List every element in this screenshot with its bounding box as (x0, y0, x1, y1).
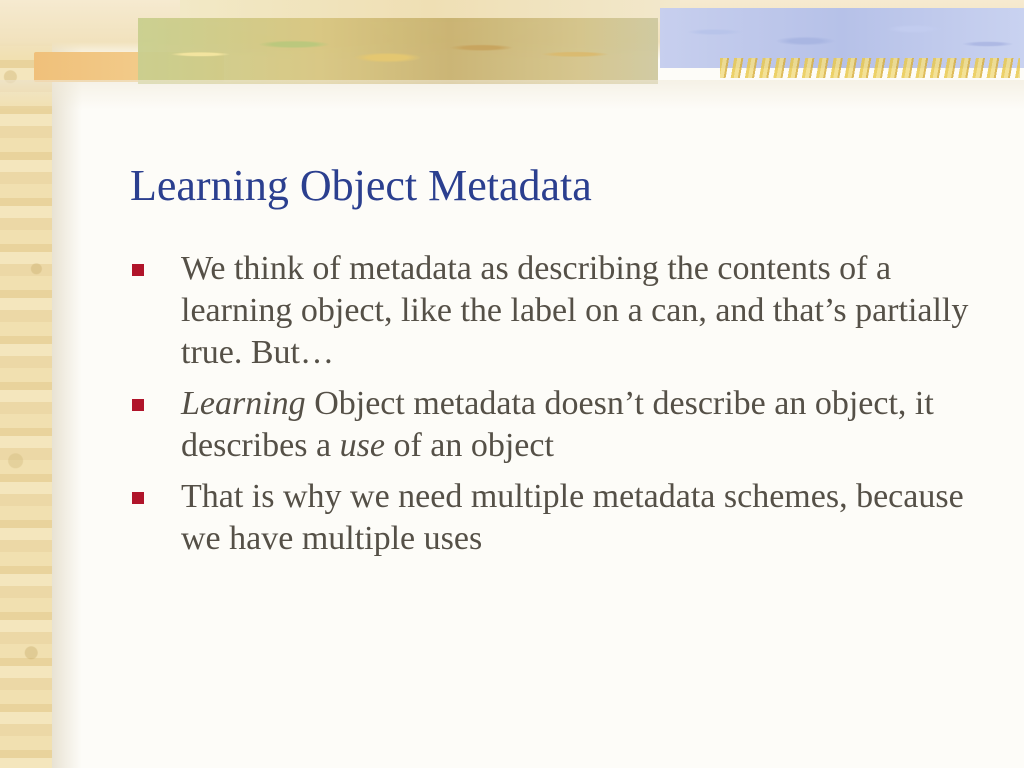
slide-title: Learning Object Metadata (130, 161, 592, 210)
bullet-item-1 (130, 248, 990, 374)
banner-straw-decoration (720, 58, 1020, 78)
bullet-text: of an object (384, 427, 554, 464)
banner-leaf-panel (138, 18, 658, 84)
bullet-item-2 (130, 383, 990, 467)
bullet-text: That is why we need multiple metadata schemes, because we have multiple uses (181, 478, 964, 557)
square-bullet-icon (132, 399, 144, 411)
bullet-item-3 (130, 476, 990, 560)
left-parchment-strip (0, 0, 52, 768)
bullet-emphasis-learning: Learning (181, 385, 306, 422)
bullet-emphasis-use: use (339, 427, 385, 464)
square-bullet-icon (132, 492, 144, 504)
bullet-text: We think of metadata as describing the contents of a learning object, like the label on a can, and that’s partially true. But… (181, 250, 969, 371)
decorative-banner (0, 0, 1024, 110)
banner-fade (0, 80, 1024, 110)
square-bullet-icon (132, 264, 144, 276)
bullet-list (130, 248, 990, 569)
bullet-text: Object metadata doesn’t describe an object, it describes a (181, 385, 934, 464)
